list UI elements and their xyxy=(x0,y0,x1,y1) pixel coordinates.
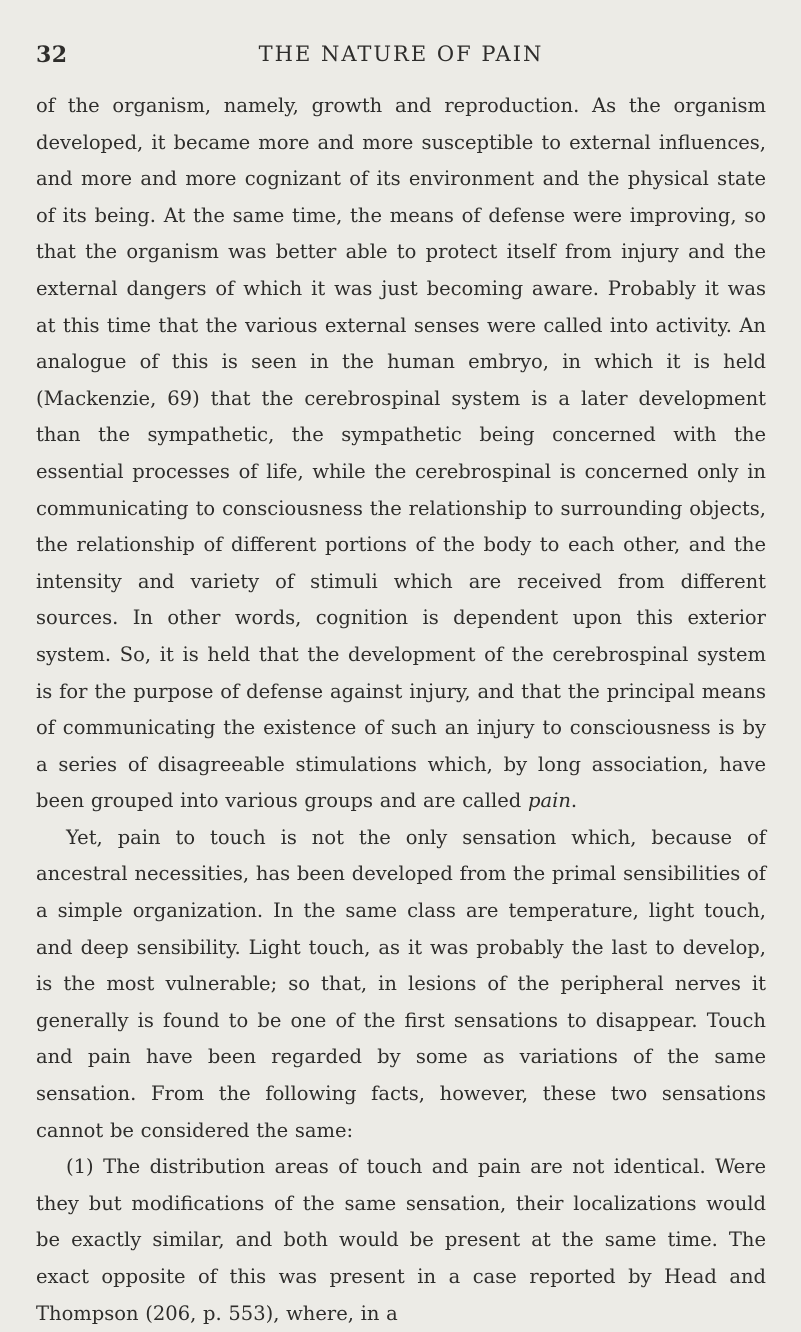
page-number: 32 xyxy=(36,42,68,68)
paragraph-1 xyxy=(36,88,766,820)
page-header xyxy=(36,42,766,72)
paragraph-2: Yet, pain to touch is not the only sensation which, because of ancestral necessities, has been developed from the primal sensibilities of a simple organization. In the same class are temperature, light touch, and deep sensibility. Light touch, as it was probably the last to develop, is the most vulnerable; so that, in lesions of the peripheral nerves it generally is found to be one of the first sensations to disappear. Touch and pain have been regarded by some as variations of the same sensation. From the following facts, however, these two sensations cannot be considered the same: xyxy=(36,825,766,1142)
emphasis-pain: pain xyxy=(528,789,571,813)
paragraph-1-end: . xyxy=(570,789,578,813)
running-head: THE NATURE OF PAIN xyxy=(258,42,544,66)
paragraph-3: (1) The distribution areas of touch and pain are not identical. Were they but modifications of the same sensation, their localizations would be exactly similar, and both would be present at the same time. The exact opposite of this was present in a case reported by Head and Thompson (206, p. 553), where, in a xyxy=(36,1155,766,1325)
body-text xyxy=(36,88,766,1332)
paragraph-1-text: of the organism, namely, growth and reproduction. As the organism developed, it became more and more susceptible to external influences, and more and more cognizant of its environment and the physical state of its being. At the same time, the means of defense were improving, so that the organism was better able to protect itself from injury and the external dangers of which it was just becoming aware. Probably it was at this time that the various external senses were called into activity. An analogue of this is seen in the human embryo, in which it is held (Mackenzie, 69) that the cerebrospinal system is a later development than the sympathetic, the sympathetic being concerned with the essential processes of life, while the cerebrospinal is concerned only in communicating to consciousness the relationship to surrounding objects, the relationship of different portions of the body to each other, and the intensity and variety of stimuli which are received from different sources. In other words, cognition is dependent upon this exterior system. So, it is held that the development of the cerebrospinal system is for the purpose of defense against injury, and that the principal means of communicating the existence of such an injury to consciousness is by a series of disagreeable stimulations which, by long association, have been grouped into various groups and are called xyxy=(36,94,766,813)
